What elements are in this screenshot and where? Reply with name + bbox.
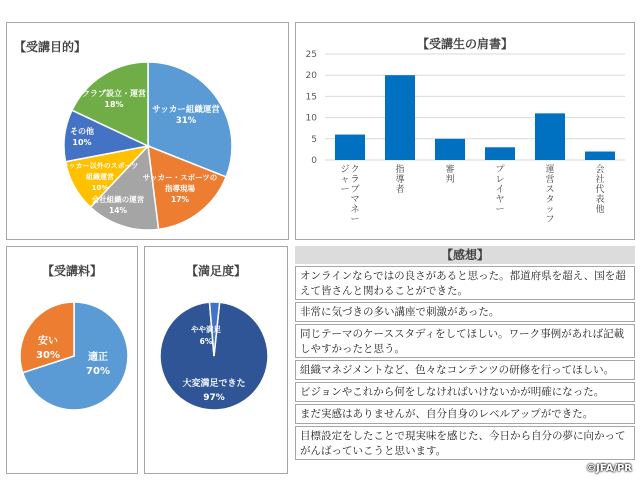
y-tick-label: 15	[305, 92, 317, 103]
kanso-item: 同じテーマのケーススタディをしてほしい。ワーク事例があれば記載しやすかったと思う。	[295, 324, 635, 358]
kanso-item: まだ実感はありませんが、自分自身のレベルアップができた。	[295, 404, 635, 424]
satisfaction-slice-label: 大変満足できた 97%	[182, 379, 246, 403]
fee-title: 【受講料】	[41, 264, 102, 278]
purpose-slice-label: サッカー組織運営 31%	[152, 105, 220, 126]
kanso-item: 組織マネジメントなど、色々なコンテンツの研修を行ってほしい。	[295, 360, 635, 380]
kanso-title: 【感想】	[295, 246, 635, 264]
shogaki-title: 【受講生の肩書】	[416, 37, 513, 51]
y-tick-label: 10	[305, 113, 317, 124]
kanso-item: 目標設定をしたことで現実味を感じた、今日から自分の夢に向かってがんばっていこうと思います。	[295, 426, 635, 460]
fee-slice-label: 安い 30%	[36, 336, 60, 361]
x-tick-label: 審判	[445, 165, 455, 185]
x-tick-label: クラブマネー	[350, 165, 360, 225]
x-tick-label: プレイヤー	[495, 165, 505, 215]
x-tick-label: ジャー	[340, 165, 350, 195]
kanso-item: 非常に気づきの多い講座で刺激があった。	[295, 302, 635, 322]
purpose-slice-label: サッカー・スポーツの指導現場 17%	[142, 173, 218, 204]
copyright: ©JFA/PR	[586, 463, 632, 474]
purpose-slice-label: サッカー以外のスポーツ組織運営 10%	[61, 162, 139, 192]
purpose-slice-label: クラブ設立・運営 18%	[82, 89, 146, 109]
x-tick-label: 運営スタッフ	[545, 165, 555, 225]
kanso-item: ビジョンやこれから何をしなければいけないかが明確になった。	[295, 382, 635, 402]
x-tick-label: 会社代表他	[595, 165, 605, 215]
purpose-slice-label: その他 10%	[70, 127, 94, 147]
purpose-slice-label: 会社組織の運営 14%	[91, 195, 145, 215]
purpose-title: 【受講目的】	[14, 40, 87, 54]
kanso-item: オンラインならではの良さがあると思った。都道府県を超え、国を超えて皆さんと関わることができた。	[295, 266, 635, 300]
y-tick-label: 20	[305, 71, 317, 82]
fee-slice-label: 適正 70%	[86, 352, 110, 377]
x-tick-label: 指導者	[395, 165, 405, 195]
y-tick-label: 25	[305, 50, 317, 60]
satisfaction-title: 【満足度】	[185, 264, 246, 278]
satisfaction-slice-label: やや満足 6%	[191, 325, 221, 346]
y-tick-label: 0	[311, 156, 317, 166]
y-tick-label: 5	[311, 134, 317, 145]
